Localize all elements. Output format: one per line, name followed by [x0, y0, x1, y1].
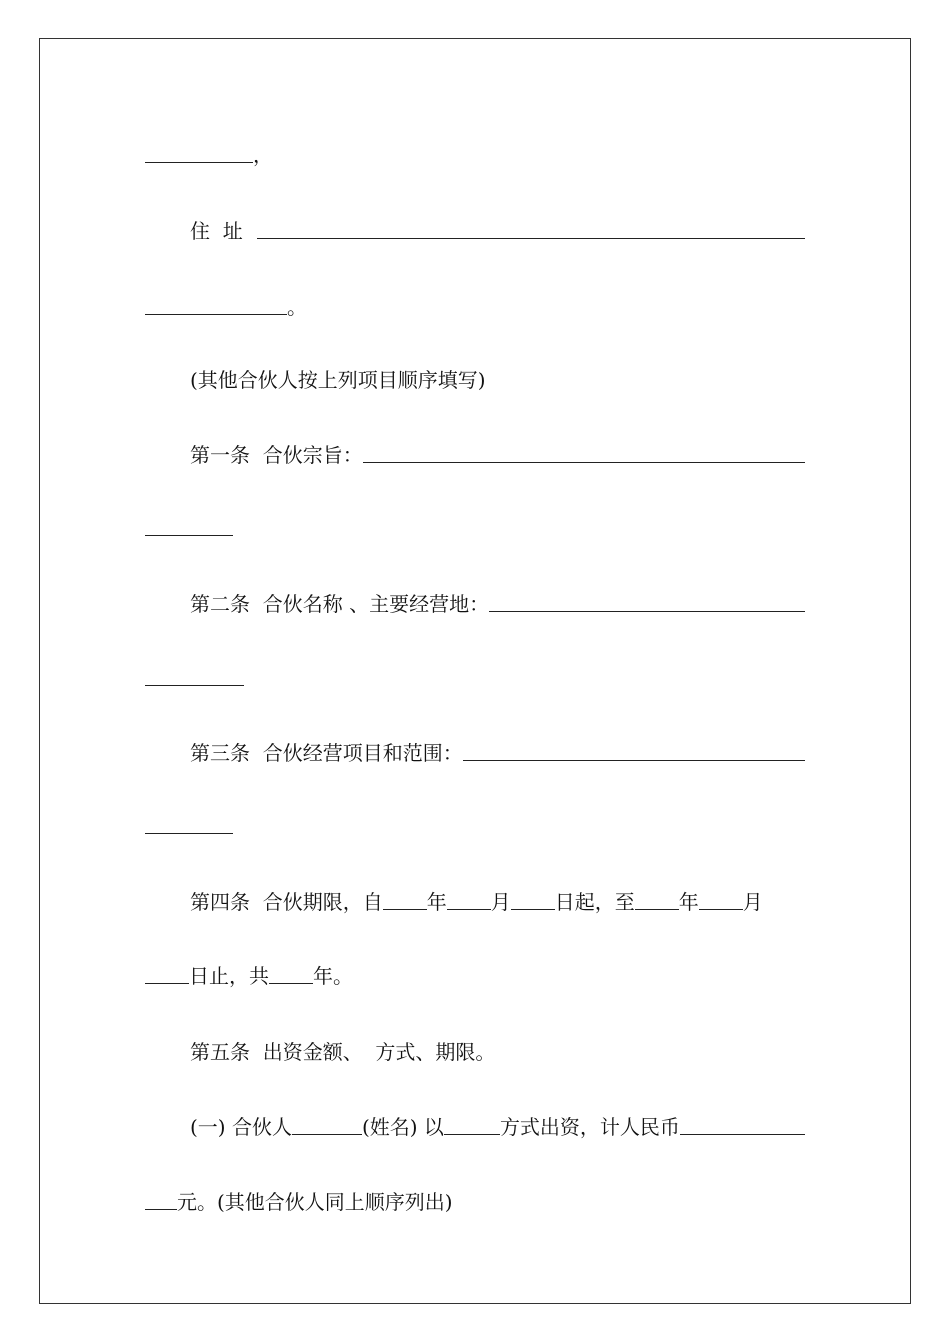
- start-month-blank: [447, 908, 491, 910]
- article-1-blank: [363, 461, 805, 463]
- blank-field: [145, 832, 233, 834]
- article-1: [145, 435, 805, 465]
- year-text: 年: [426, 890, 447, 914]
- end-month-blank: [699, 908, 743, 910]
- year-text: 年: [678, 890, 699, 914]
- start-year-blank: [383, 908, 427, 910]
- total-years-blank: [269, 982, 313, 984]
- article-2-cont: [145, 658, 805, 688]
- line-3: [145, 287, 805, 317]
- address-blank: [257, 237, 805, 239]
- article-3-label: 第三条 合伙经营项目和范围：: [190, 741, 463, 765]
- article-2-blank: [489, 610, 805, 612]
- blank-field: [145, 313, 287, 315]
- method-blank: [444, 1133, 500, 1135]
- month-text: 月: [742, 890, 763, 914]
- article-4: [145, 882, 805, 912]
- day-from-text: 日起，至: [554, 890, 635, 914]
- article-5: [145, 1032, 805, 1062]
- comma: ，: [253, 143, 273, 167]
- article-1-label: 第一条 合伙宗旨：: [190, 443, 363, 467]
- contribution-1-cont: [145, 1182, 805, 1212]
- yuan-text: 元。(其他合伙人同上顺序列出): [177, 1190, 453, 1214]
- other-partners-note: [145, 360, 805, 390]
- article-3-cont: [145, 806, 805, 836]
- article-5-label: 第五条 出资金额、 方式、期限。: [190, 1040, 496, 1064]
- article-4-label: 第四条 合伙期限，自: [190, 890, 383, 914]
- start-day-blank: [511, 908, 555, 910]
- article-2-label: 第二条 合伙名称 、主要经营地：: [190, 592, 490, 616]
- partner-text: (一) 合伙人: [190, 1115, 292, 1139]
- name-by-text: (姓名) 以: [361, 1115, 444, 1139]
- article-4-cont: [145, 956, 805, 986]
- day-until-text: 日止，共: [189, 964, 269, 988]
- blank-field: [145, 161, 253, 163]
- address-line: [145, 211, 805, 241]
- amount-blank-cont: [145, 1208, 177, 1210]
- end-year-blank: [635, 908, 679, 910]
- end-day-blank: [145, 982, 189, 984]
- period: 。: [287, 295, 307, 319]
- month-text: 月: [490, 890, 511, 914]
- article-1-cont: [145, 508, 805, 538]
- years-text: 年。: [313, 964, 353, 988]
- line-1: [145, 135, 805, 165]
- partner-name-blank: [292, 1133, 362, 1135]
- article-3-blank: [463, 759, 805, 761]
- blank-field: [145, 534, 233, 536]
- article-2: [145, 584, 805, 614]
- address-label: 住 址: [190, 219, 243, 243]
- amount-blank: [680, 1133, 805, 1135]
- contribution-1: [145, 1107, 805, 1137]
- article-3: [145, 733, 805, 763]
- note-text: (其他合伙人按上列项目顺序填写): [190, 368, 486, 392]
- method-text: 方式出资，计人民币: [499, 1115, 680, 1139]
- blank-field: [145, 684, 244, 686]
